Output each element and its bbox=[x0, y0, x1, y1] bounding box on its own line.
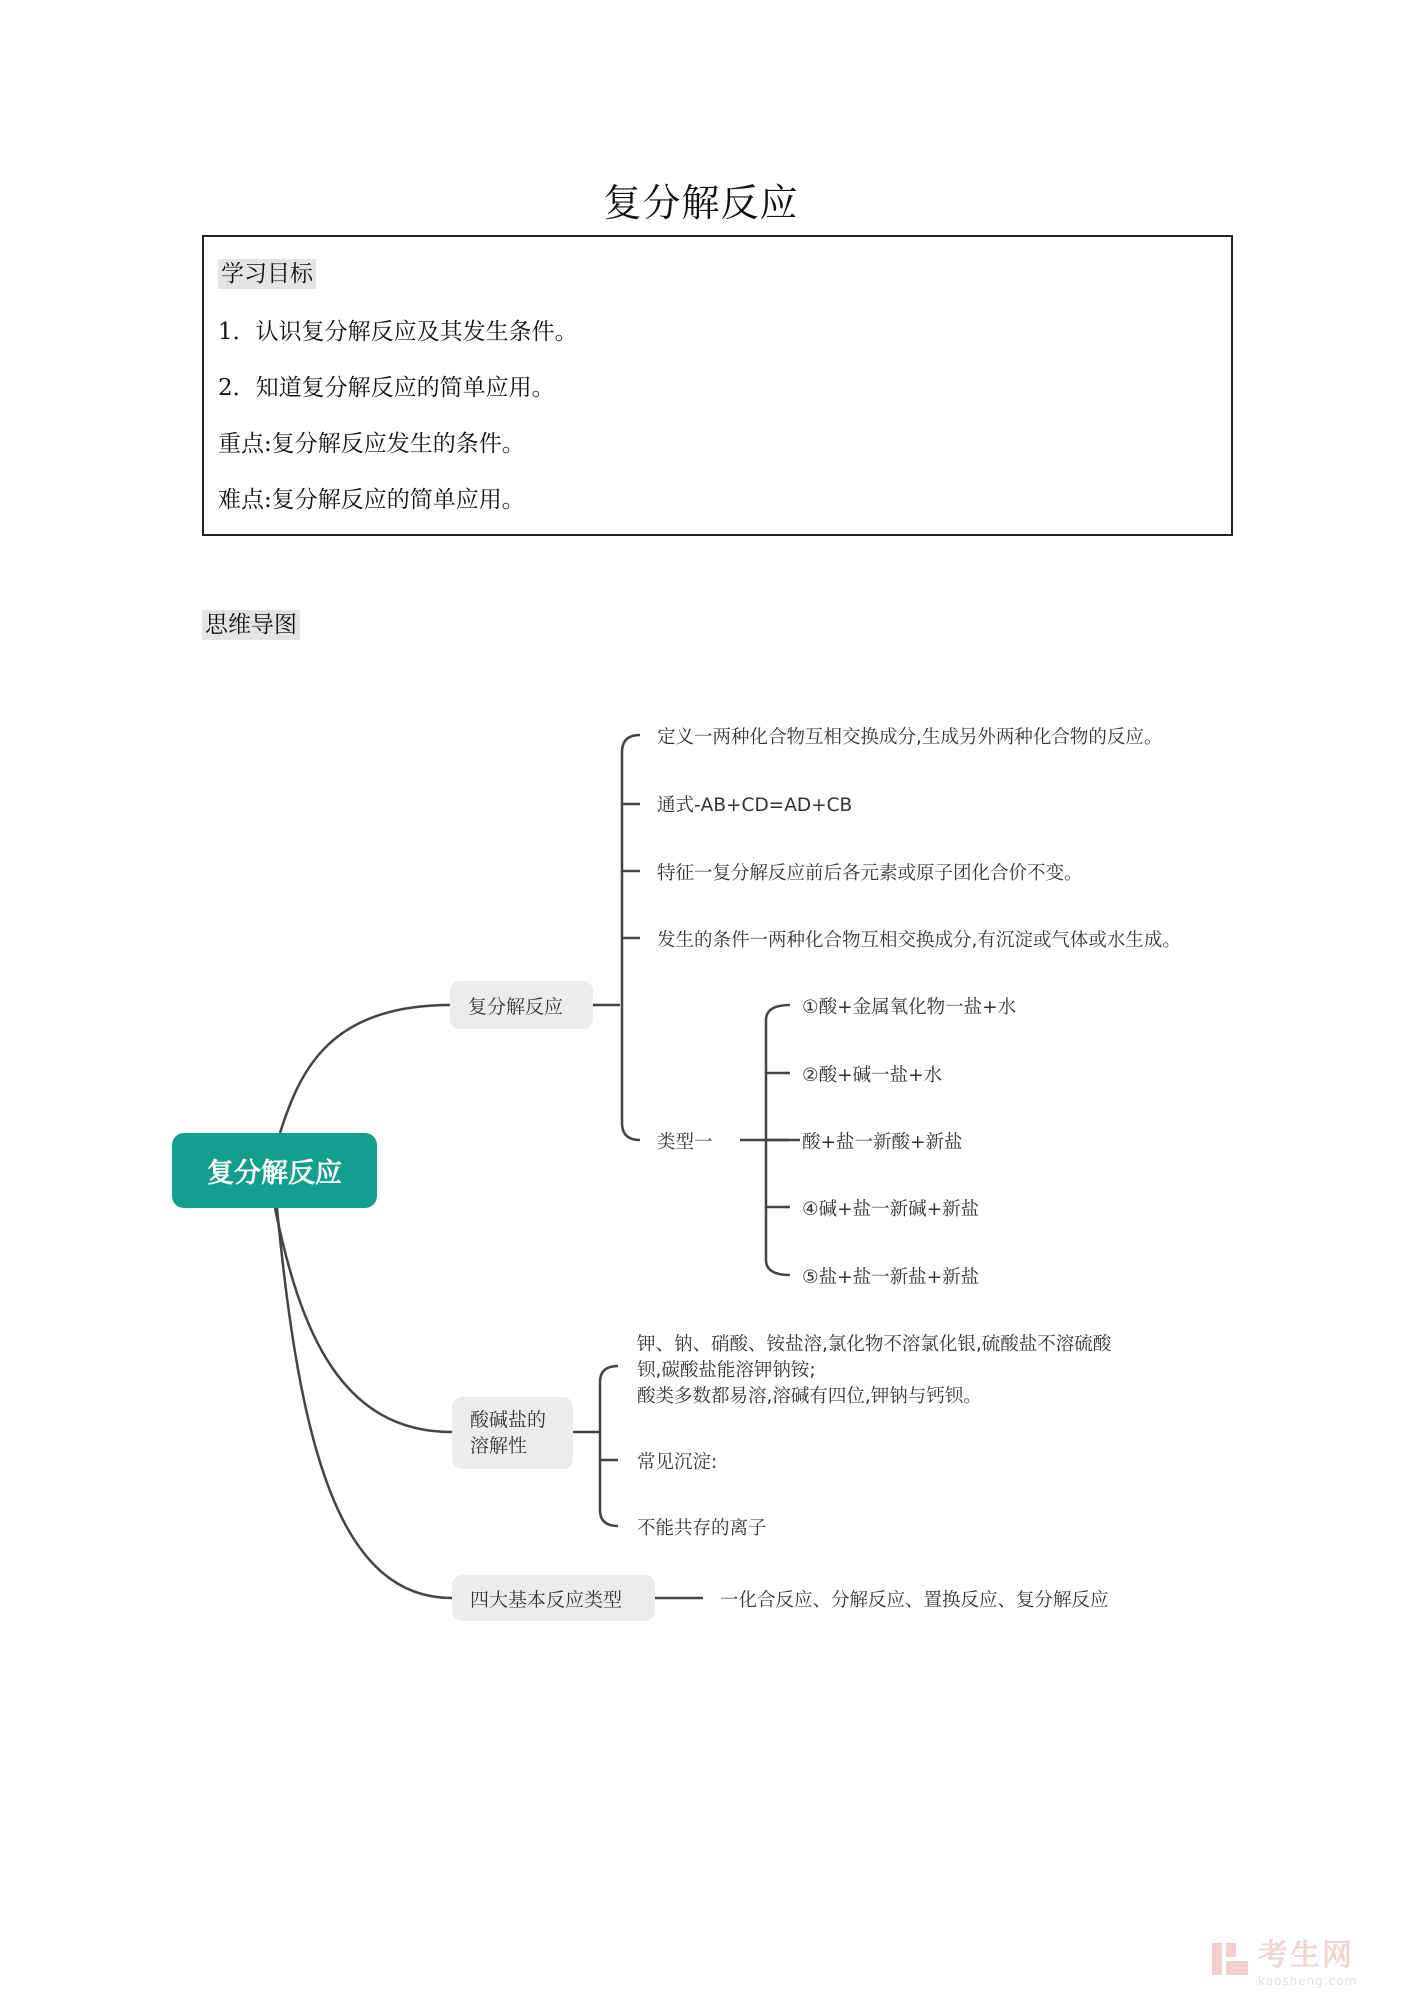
branch2-node bbox=[452, 1397, 573, 1469]
precipitate-leaf: 常见沉淀: bbox=[637, 1452, 718, 1473]
mindmap-root-node: 复分解反应 bbox=[172, 1133, 377, 1208]
watermark-icon bbox=[1210, 1939, 1250, 1979]
formula-leaf: 通式-AB+CD=AD+CB bbox=[657, 795, 853, 816]
mindmap-section-label: 思维导图 bbox=[202, 610, 300, 640]
solubility-rule-line: 钾、钠、硝酸、铵盐溶,氯化物不溶氯化银,硫酸盐不溶硫酸 bbox=[637, 1334, 1112, 1355]
solubility-rule-line: 钡,碳酸盐能溶钾钠铵; bbox=[637, 1360, 816, 1381]
type-item: ④碱+盐一新碱+新盐 bbox=[802, 1199, 980, 1220]
solubility-rule-line: 酸类多数都易溶,溶碱有四位,钾钠与钙钡。 bbox=[637, 1386, 982, 1407]
goals-label: 学习目标 bbox=[218, 259, 316, 289]
goal-item: 2．知道复分解反应的简单应用。 bbox=[218, 375, 555, 401]
connector-root-branch1 bbox=[280, 1005, 450, 1133]
feature-leaf: 特征一复分解反应前后各元素或原子团化合价不变。 bbox=[657, 863, 1083, 884]
difficult-point: 难点:复分解反应的简单应用。 bbox=[218, 487, 525, 513]
condition-leaf: 发生的条件一两种化合物互相交换成分,有沉淀或气体或水生成。 bbox=[657, 930, 1181, 951]
type-item: ①酸+金属氧化物一盐+水 bbox=[802, 997, 1017, 1018]
types-leaf: 类型一 bbox=[657, 1132, 713, 1153]
type-item: ②酸+碱一盐+水 bbox=[802, 1065, 943, 1086]
type-item: 酸+盐一新酸+新盐 bbox=[802, 1132, 963, 1153]
branch2-label-line2: 溶解性 bbox=[470, 1435, 528, 1457]
page-title: 复分解反应 bbox=[603, 181, 799, 225]
branch3-node: 四大基本反应类型 bbox=[452, 1575, 655, 1621]
key-point: 重点:复分解反应发生的条件。 bbox=[218, 431, 525, 457]
branch2-label-line1: 酸碱盐的 bbox=[470, 1409, 547, 1431]
ions-leaf: 不能共存的离子 bbox=[637, 1518, 767, 1539]
reaction-types-leaf: 一化合反应、分解反应、置换反应、复分解反应 bbox=[720, 1590, 1109, 1611]
type-item: ⑤盐+盐一新盐+新盐 bbox=[802, 1267, 980, 1288]
goal-item: 1．认识复分解反应及其发生条件。 bbox=[218, 319, 578, 345]
definition-leaf: 定义一两种化合物互相交换成分,生成另外两种化合物的反应。 bbox=[657, 727, 1163, 748]
watermark-sub: kaosheng.com bbox=[1258, 1974, 1358, 1988]
connector-root-branch2 bbox=[275, 1208, 452, 1432]
branch2-bracket bbox=[600, 1366, 618, 1526]
branch1-node: 复分解反应 bbox=[450, 981, 593, 1029]
watermark-text: 考生网 bbox=[1258, 1938, 1354, 1973]
watermark-logo bbox=[1210, 1930, 1380, 1988]
